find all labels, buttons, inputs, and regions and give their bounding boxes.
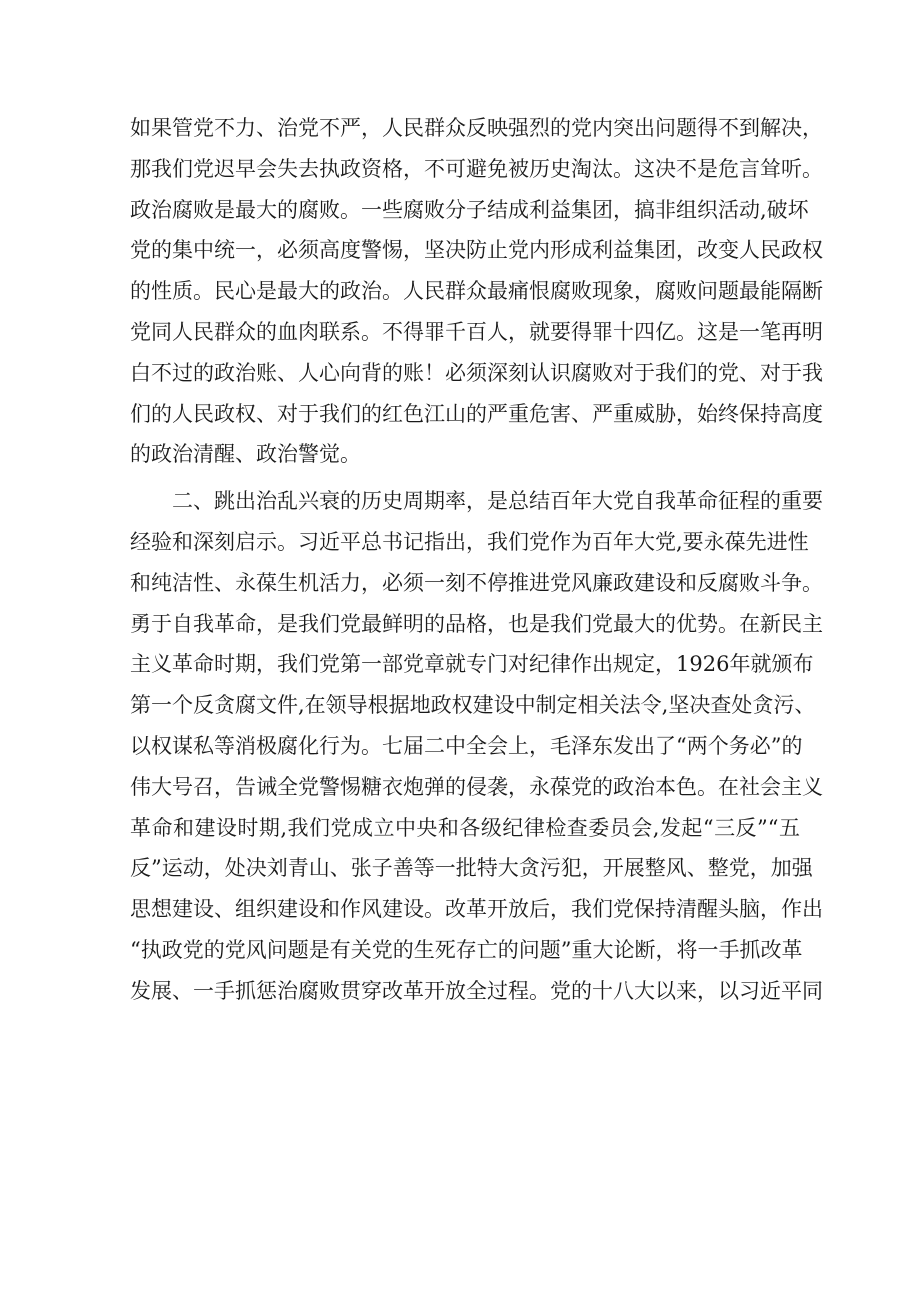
text-line: 伟大号召，告诫全党警惕糖衣炮弹的侵袭，永葆党的政治本色。在社会主义 <box>130 774 823 799</box>
text-line: 和纯洁性、永葆生机活力，必须一刻不停推进党风廉政建设和反腐败斗争。 <box>130 570 823 595</box>
text-line: 勇于自我革命，是我们党最鲜明的品格，也是我们党最大的优势。在新民主 <box>130 611 823 636</box>
paragraph-1 <box>130 108 823 475</box>
text-line: 白不过的政治账、人心向背的账！必须深刻认识腐败对于我们的党、对于我 <box>130 360 823 385</box>
text-line: 那我们党迟早会失去执政资格，不可避免被历史淘汰。这决不是危言耸听。 <box>130 156 823 181</box>
text-line: 的政治清醒、政治警觉。 <box>130 442 361 467</box>
text-line: 党同人民群众的血肉联系。不得罪千百人，就要得罪十四亿。这是一笔再明 <box>130 319 823 344</box>
text-line: 的性质。民心是最大的政治。人民群众最痛恨腐败现象，腐败问题最能隔断 <box>130 279 823 304</box>
text-line: 发展、一手抓惩治腐败贯穿改革开放全过程。党的十八大以来，以习近平同 <box>130 978 823 1003</box>
text-line: 党的集中统一，必须高度警惕，坚决防止党内形成利益集团，改变人民政权 <box>130 238 823 263</box>
text-line: 政治腐败是最大的腐败。一些腐败分子结成利益集团，搞非组织活动,破坏 <box>130 197 809 222</box>
text-line: 经验和深刻启示。习近平总书记指出，我们党作为百年大党,要永葆先进性 <box>130 529 809 554</box>
text-line: 第一个反贪腐文件,在领导根据地政权建设中制定相关法令,坚决查处贪污、 <box>130 693 816 718</box>
paragraph-2 <box>130 481 823 1011</box>
text-line: 主义革命时期，我们党第一部党章就专门对纪律作出规定，1926年就颁布 <box>130 652 814 677</box>
text-line: 革命和建设时期,我们党成立中央和各级纪律检查委员会,发起“三反”“五 <box>130 815 800 840</box>
text-line: 以权谋私等消极腐化行为。七届二中全会上，毛泽东发出了“两个务必”的 <box>130 733 803 758</box>
body-text <box>130 108 823 1012</box>
text-line: 如果管党不力、治党不严，人民群众反映强烈的党内突出问题得不到解决， <box>130 116 823 140</box>
text-line: “执政党的党风问题是有关党的生死存亡的问题”重大论断，将一手抓改革 <box>130 937 803 962</box>
text-line: 们的人民政权、对于我们的红色江山的严重危害、严重威胁，始终保持高度 <box>130 401 823 426</box>
text-line: 二、跳出治乱兴衰的历史周期率，是总结百年大党自我革命征程的重要 <box>130 489 823 514</box>
text-line: 思想建设、组织建设和作风建设。改革开放后，我们党保持清醒头脑，作出 <box>130 897 823 922</box>
text-line: 反”运动，处决刘青山、张子善等一批特大贪污犯，开展整风、整党，加强 <box>130 856 813 881</box>
